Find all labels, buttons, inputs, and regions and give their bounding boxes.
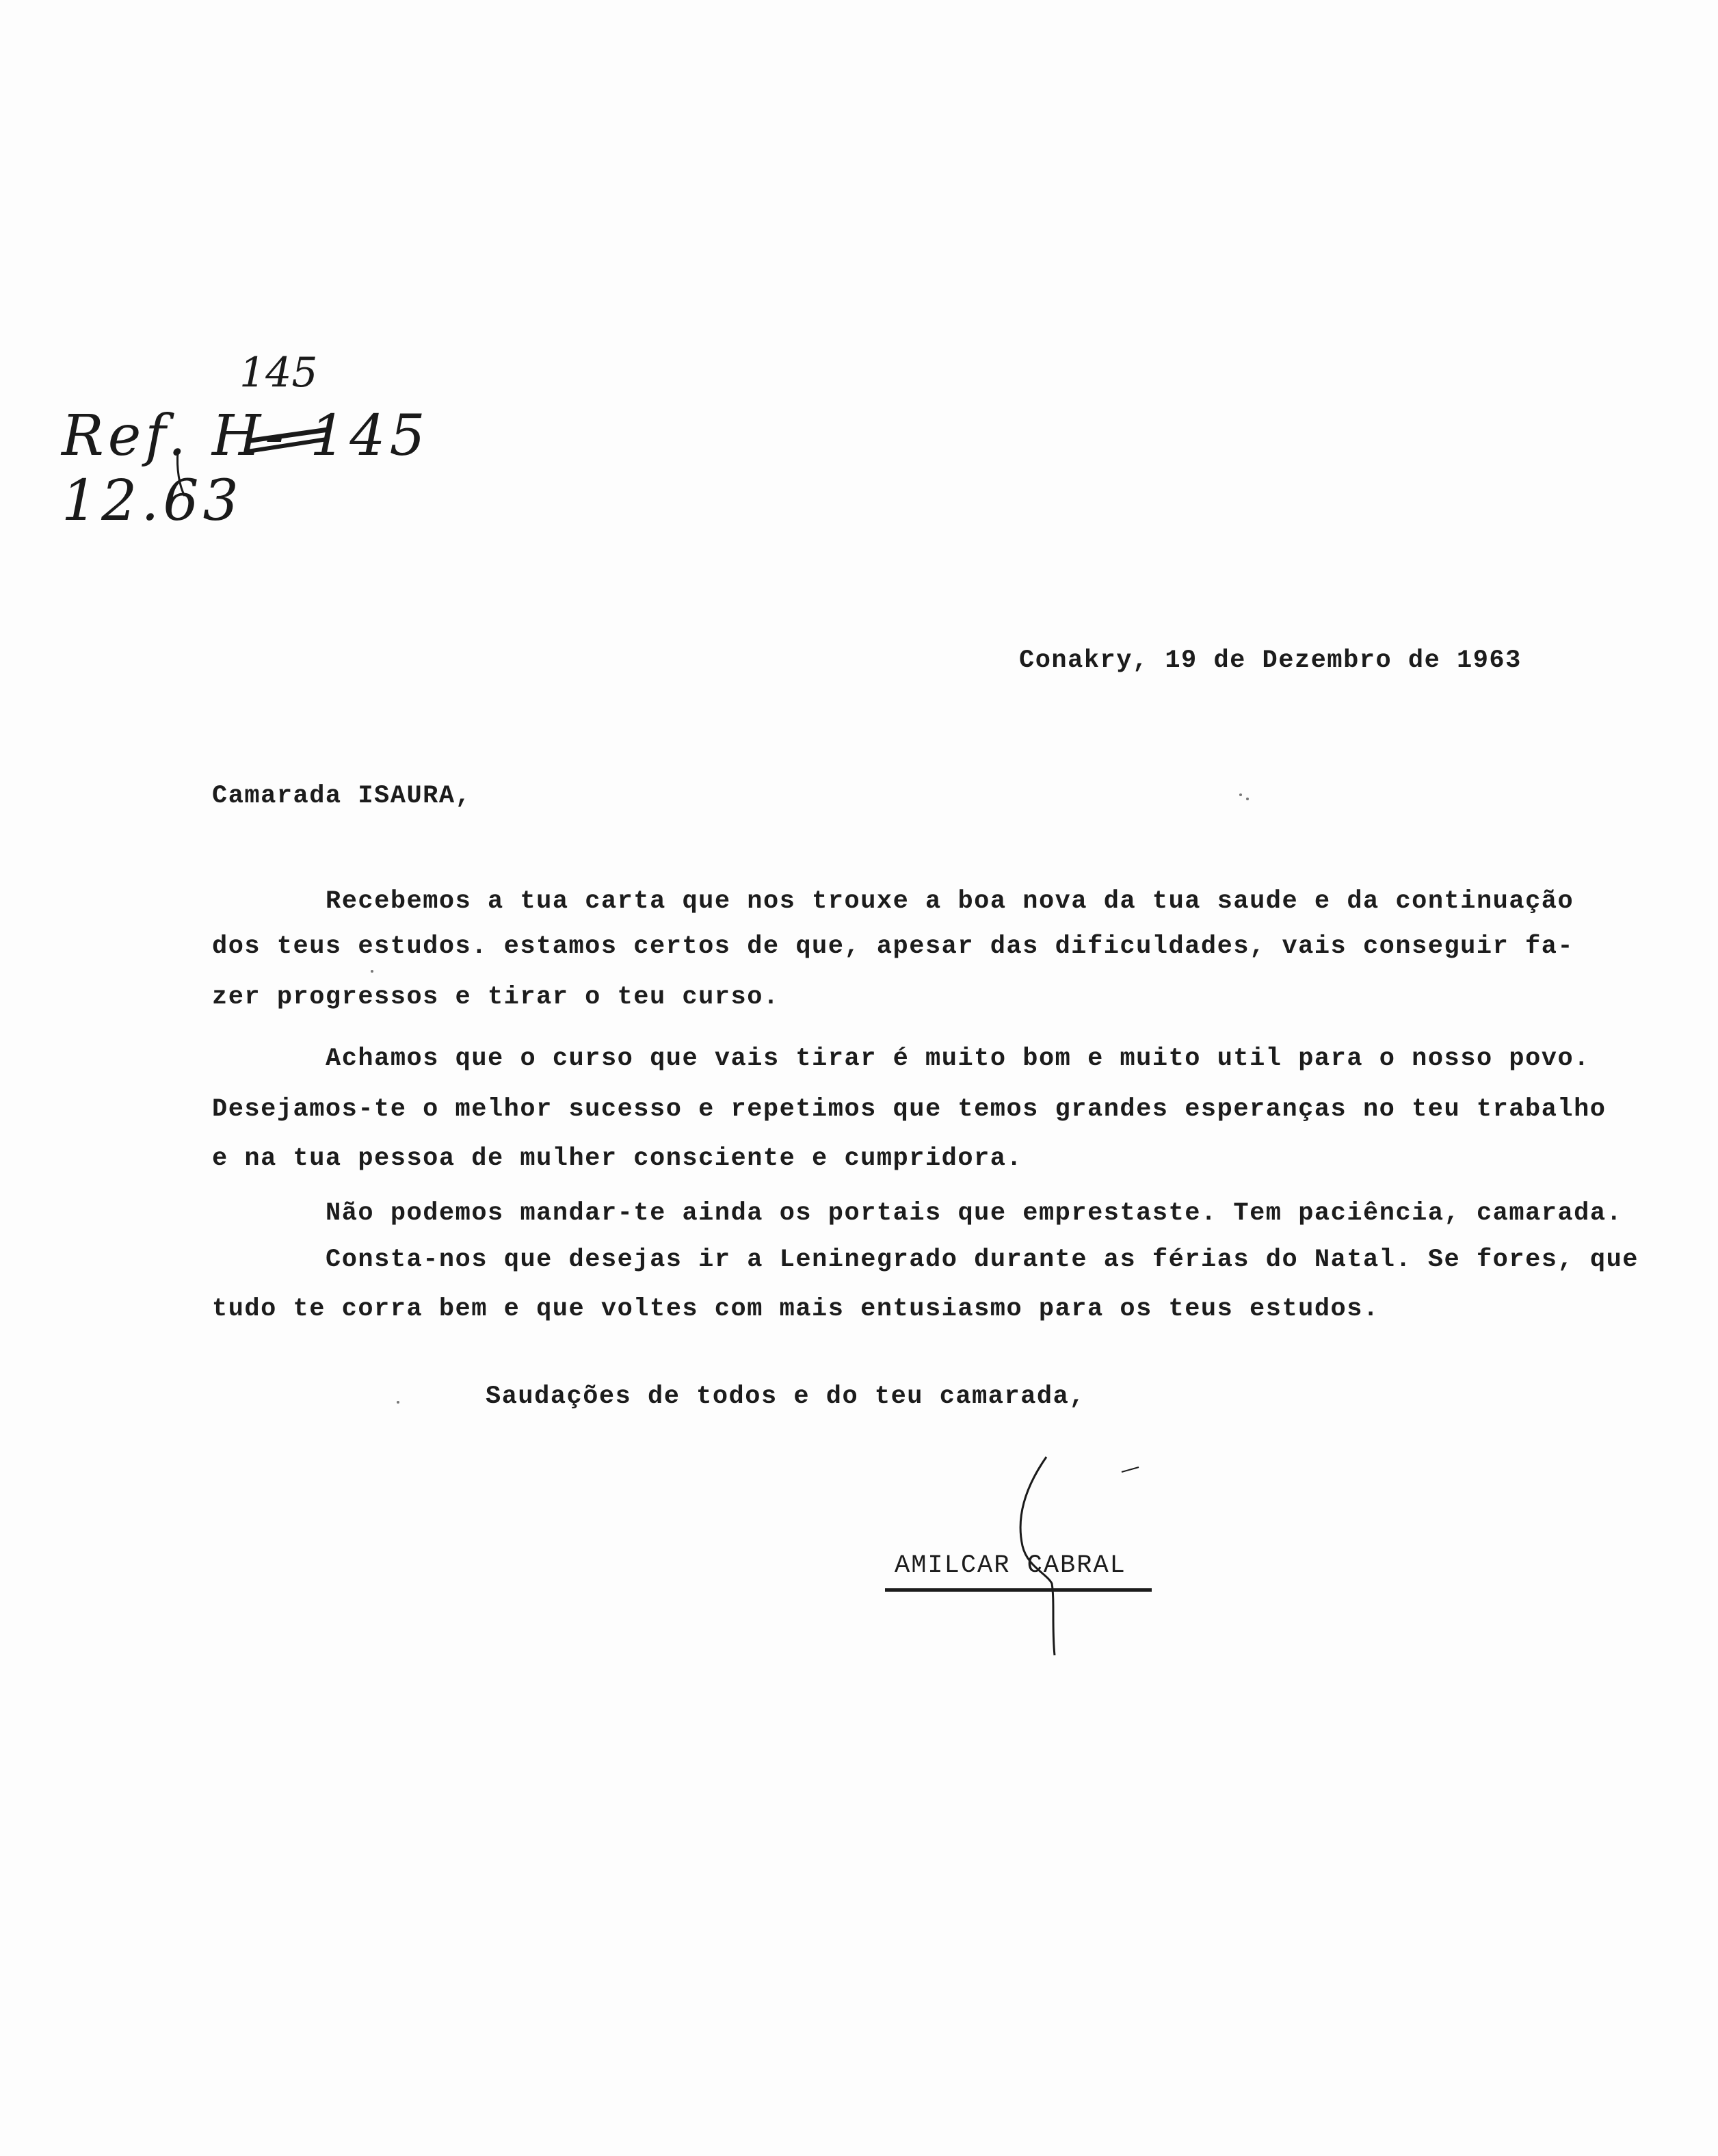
reference-correction: 145 <box>239 349 318 397</box>
body-line: dos teus estudos. estamos certos de que, apesar das dificuldades, vais conseguir fa- <box>212 932 1574 961</box>
paper-speck <box>371 970 373 973</box>
signature-underline <box>885 1588 1152 1592</box>
body-line: Consta-nos que desejas ir a Leninegrado durante as férias do Natal. Se fores, que <box>326 1246 1639 1274</box>
body-line: Desejamos-te o melhor sucesso e repetimos que temos grandes esperanças no teu trabalho <box>212 1095 1607 1124</box>
closing-line: Saudações de todos e do teu camarada, <box>486 1382 1086 1411</box>
salutation: Camarada ISAURA, <box>212 782 472 811</box>
reference-number: Ref. H- 145 12.63 <box>62 404 430 534</box>
body-line: e na tua pessoa de mulher consciente e cumpridora. <box>212 1144 1023 1173</box>
paper-speck <box>1246 798 1249 800</box>
signatory-name: AMILCAR CABRAL <box>895 1551 1126 1580</box>
body-line: Achamos que o curso que vais tirar é muito bom e muito util para o nosso povo. <box>326 1044 1590 1073</box>
body-line: tudo te corra bem e que voltes com mais entusiasmo para os teus estudos. <box>212 1295 1379 1324</box>
body-line: zer progressos e tirar o teu curso. <box>212 983 780 1012</box>
paper-speck <box>397 1401 399 1404</box>
handwritten-reference <box>55 349 574 534</box>
date-line: Conakry, 19 de Dezembro de 1963 <box>1019 646 1522 675</box>
body-line: Não podemos mandar-te ainda os portais que emprestaste. Tem paciência, camarada. <box>326 1199 1623 1228</box>
signature-block <box>875 1436 1176 1669</box>
body-line: Recebemos a tua carta que nos trouxe a boa nova da tua saude e da continuação <box>326 887 1574 916</box>
strikethrough-mark <box>55 349 574 506</box>
paper-speck <box>1239 793 1242 796</box>
